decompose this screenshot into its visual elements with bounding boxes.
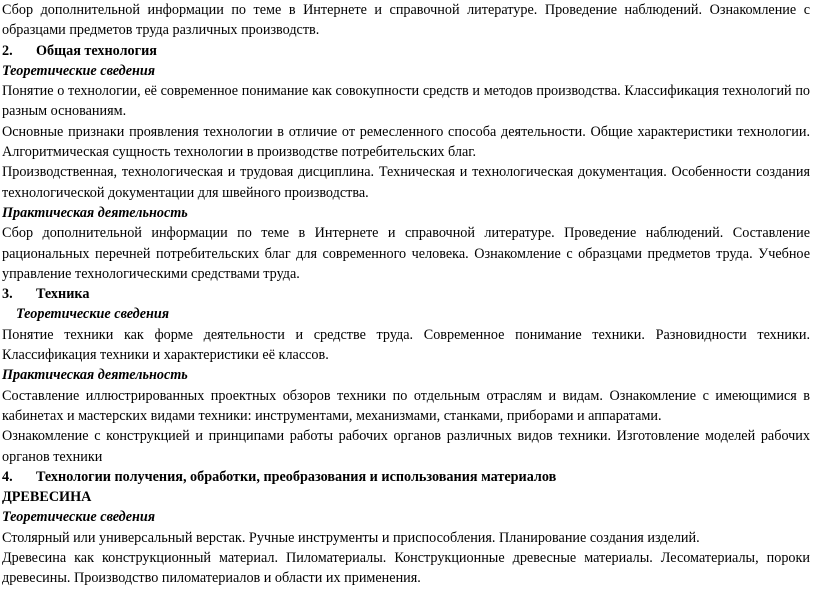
section-2-theory-p1: Понятие о технологии, её современное понимание как совокупности средств и методов производства. Классификация технологий по разным основаниям.	[2, 83, 810, 120]
section-3-heading	[2, 284, 810, 304]
section-2-title: Общая технология	[36, 42, 157, 59]
section-4-wood-heading: ДРЕВЕСИНА	[2, 489, 92, 506]
section-2-theory-p3: Производственная, технологическая и трудовая дисциплина. Техническая и технологическая документация. Особенности создания технологической документации для швейного производства.	[2, 164, 810, 201]
section-3-practice-heading: Практическая деятельность	[2, 367, 188, 384]
section-4-heading	[2, 467, 810, 487]
paragraph-intro: Сбор дополнительной информации по теме в Интернете и справочной литературе. Проведение наблюдений. Ознакомление с образцами предметов труда различных производств.	[2, 2, 810, 39]
section-2-practice-p1: Сбор дополнительной информации по теме в Интернете и справочной литературе. Проведение наблюдений. Составление рациональных перечней потребительских благ для современного человека. Ознакомление с образцами предметов труда. Учебное управление технологическими средствами труда.	[2, 225, 810, 282]
section-4-number: 4.	[2, 468, 13, 485]
section-2-practice-heading: Практическая деятельность	[2, 204, 188, 221]
section-4-theory-p2: Древесина как конструкционный материал. Пиломатериалы. Конструкционные древесные материалы. Лесоматериалы, пороки древесины. Производство пиломатериалов и области их применения.	[2, 550, 810, 587]
section-3-theory-p1: Понятие техники как форме деятельности и средстве труда. Современное понимание техники. Разновидности техники. Классификация техники и характеристики её классов.	[2, 326, 810, 364]
section-2-number: 2.	[2, 42, 13, 59]
section-3-title: Техника	[36, 286, 90, 303]
section-3-practice-p2: Ознакомление с конструкцией и принципами работы рабочих органов различных видов техники. Изготовление моделей рабочих органов техники	[2, 428, 810, 465]
section-2-heading	[2, 41, 810, 61]
section-3-number: 3.	[2, 286, 13, 303]
section-4-title: Технологии получения, обработки, преобразования и использования материалов	[36, 468, 557, 485]
section-4-theory-p1: Столярный или универсальный верстак. Ручные инструменты и приспособления. Планирование создания изделий.	[2, 529, 700, 546]
section-3-practice-p1: Составление иллюстрированных проектных обзоров техники по отдельным отраслям и видам. Ознакомление с имеющимися в кабинетах и мастерских видами техники: инструментами, механизмами, станками, приборами и аппаратами.	[2, 387, 810, 424]
section-3-theory-heading: Теоретические сведения	[16, 306, 170, 323]
section-2-theory-p2: Основные признаки проявления технологии в отличие от ремесленного способа деятельности. Общие характеристики технологии. Алгоритмическая сущность технологии в производстве потребительских благ.	[2, 123, 810, 161]
section-4-theory-heading: Теоретические сведения	[2, 509, 156, 526]
section-2-theory-heading: Теоретические сведения	[2, 62, 156, 79]
